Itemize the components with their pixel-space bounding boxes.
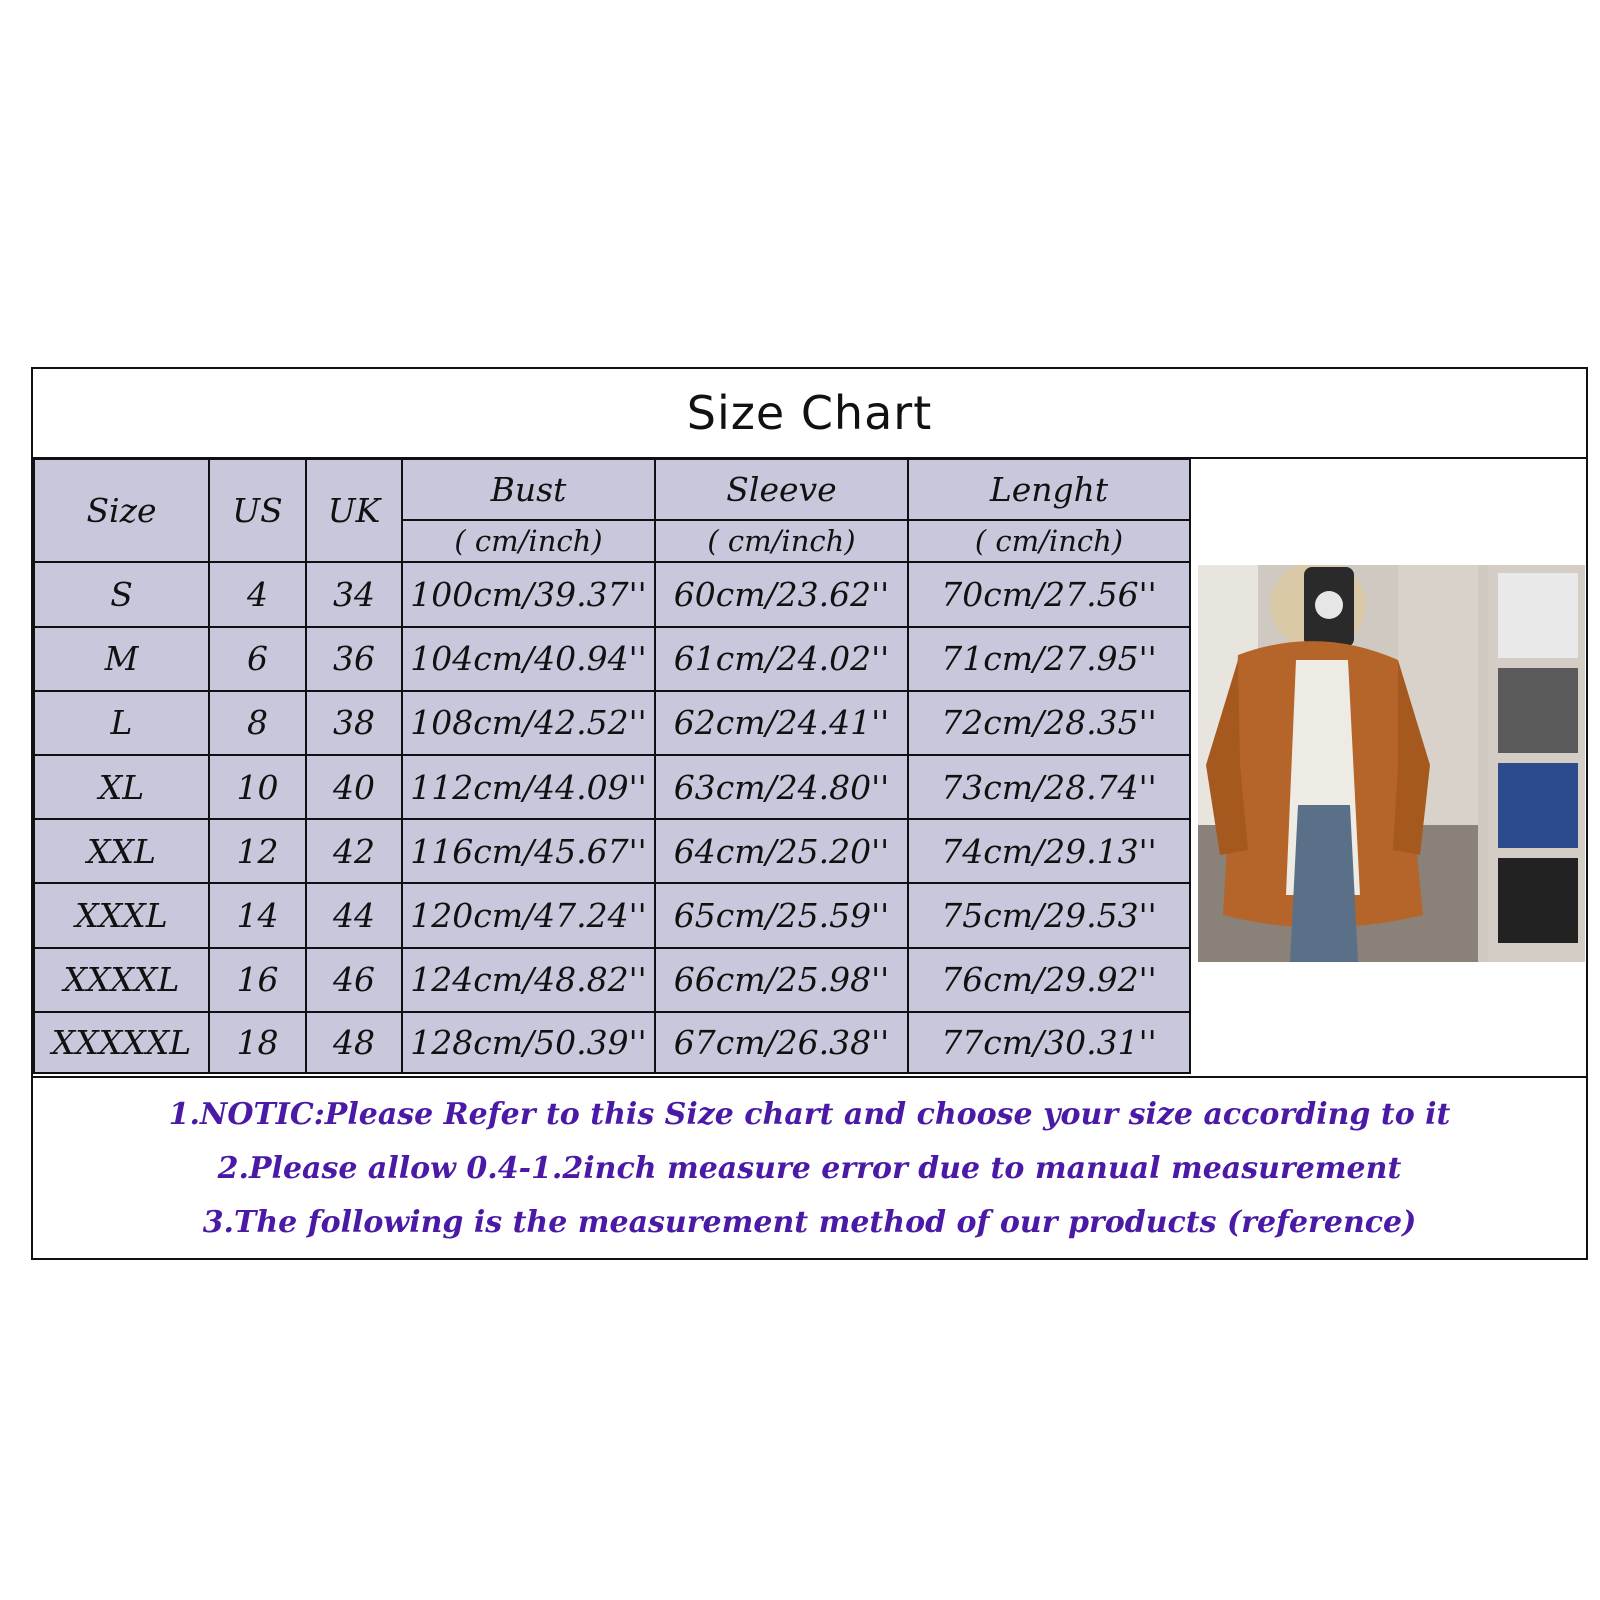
cell-length: 70cm/27.56'' <box>908 562 1190 626</box>
cell-uk: 46 <box>306 948 402 1012</box>
cell-bust: 104cm/40.94'' <box>402 627 655 691</box>
cell-length: 75cm/29.53'' <box>908 883 1190 947</box>
cell-us: 14 <box>209 883 306 947</box>
cell-size: XXXXXL <box>34 1012 209 1073</box>
table-row <box>34 562 1190 626</box>
cell-sleeve: 61cm/24.02'' <box>655 627 908 691</box>
cell-length: 77cm/30.31'' <box>908 1012 1190 1073</box>
cell-uk: 44 <box>306 883 402 947</box>
size-table <box>33 458 1191 1074</box>
cell-size: XXXXL <box>34 948 209 1012</box>
cell-uk: 48 <box>306 1012 402 1073</box>
cell-us: 16 <box>209 948 306 1012</box>
unit-bust: ( cm/inch) <box>402 520 655 562</box>
table-row <box>34 948 1190 1012</box>
cell-bust: 128cm/50.39'' <box>402 1012 655 1073</box>
header-size: Size <box>34 459 209 562</box>
cell-size: XXL <box>34 819 209 883</box>
cell-us: 12 <box>209 819 306 883</box>
header-sleeve: Sleeve <box>655 459 908 520</box>
chart-title: Size Chart <box>686 386 933 440</box>
cell-us: 18 <box>209 1012 306 1073</box>
cell-us: 6 <box>209 627 306 691</box>
table-row <box>34 1012 1190 1073</box>
notes-section <box>33 1076 1586 1258</box>
cell-length: 71cm/27.95'' <box>908 627 1190 691</box>
cell-sleeve: 67cm/26.38'' <box>655 1012 908 1073</box>
header-length: Lenght <box>908 459 1190 520</box>
size-rows <box>34 562 1190 1073</box>
cell-uk: 36 <box>306 627 402 691</box>
size-chart-frame <box>31 367 1588 1260</box>
cell-sleeve: 60cm/23.62'' <box>655 562 908 626</box>
cell-bust: 100cm/39.37'' <box>402 562 655 626</box>
cell-bust: 124cm/48.82'' <box>402 948 655 1012</box>
cell-size: XL <box>34 755 209 819</box>
cell-us: 8 <box>209 691 306 755</box>
cell-bust: 116cm/45.67'' <box>402 819 655 883</box>
cell-uk: 34 <box>306 562 402 626</box>
table-row <box>34 627 1190 691</box>
cell-sleeve: 66cm/25.98'' <box>655 948 908 1012</box>
cell-sleeve: 65cm/25.59'' <box>655 883 908 947</box>
cell-uk: 42 <box>306 819 402 883</box>
unit-length: ( cm/inch) <box>908 520 1190 562</box>
cell-sleeve: 64cm/25.20'' <box>655 819 908 883</box>
cell-length: 73cm/28.74'' <box>908 755 1190 819</box>
unit-sleeve: ( cm/inch) <box>655 520 908 562</box>
header-uk: UK <box>306 459 402 562</box>
header-us: US <box>209 459 306 562</box>
cell-bust: 108cm/42.52'' <box>402 691 655 755</box>
table-row <box>34 691 1190 755</box>
cell-us: 10 <box>209 755 306 819</box>
note-1: 1.NOTIC:Please Refer to this Size chart and choose your size according to it <box>168 1097 1451 1132</box>
header-bust: Bust <box>402 459 655 520</box>
cell-uk: 38 <box>306 691 402 755</box>
cell-bust: 120cm/47.24'' <box>402 883 655 947</box>
cell-size: L <box>34 691 209 755</box>
table-row <box>34 883 1190 947</box>
cell-length: 74cm/29.13'' <box>908 819 1190 883</box>
cell-size: XXXL <box>34 883 209 947</box>
cell-sleeve: 62cm/24.41'' <box>655 691 908 755</box>
cell-length: 72cm/28.35'' <box>908 691 1190 755</box>
title-bar <box>33 369 1586 459</box>
note-3: 3.The following is the measurement method of our products (reference) <box>202 1205 1417 1240</box>
cell-sleeve: 63cm/24.80'' <box>655 755 908 819</box>
cell-bust: 112cm/44.09'' <box>402 755 655 819</box>
cell-us: 4 <box>209 562 306 626</box>
product-photo-illustration <box>1198 565 1585 962</box>
cell-size: M <box>34 627 209 691</box>
table-row <box>34 819 1190 883</box>
cell-length: 76cm/29.92'' <box>908 948 1190 1012</box>
header-row <box>34 459 1190 520</box>
note-2: 2.Please allow 0.4-1.2inch measure error due to manual measurement <box>217 1151 1402 1186</box>
product-photo <box>1198 565 1585 962</box>
cell-size: S <box>34 562 209 626</box>
table-row <box>34 755 1190 819</box>
cell-uk: 40 <box>306 755 402 819</box>
